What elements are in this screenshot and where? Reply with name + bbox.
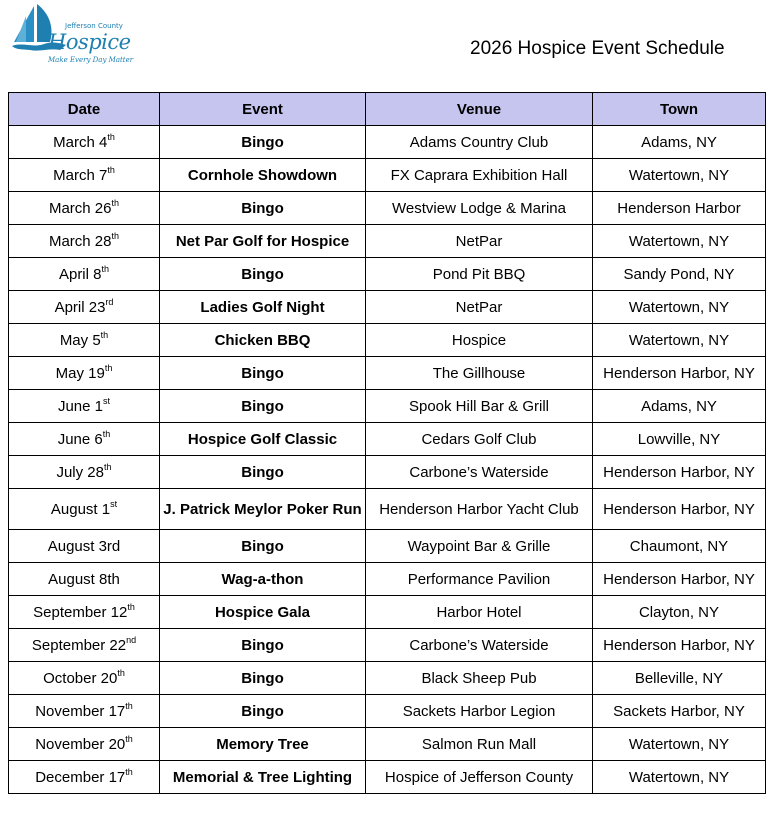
hospice-logo bbox=[10, 2, 134, 66]
table-row bbox=[9, 761, 766, 794]
cell-event: Bingo bbox=[160, 456, 366, 489]
date-ordinal-suffix: th bbox=[117, 667, 125, 678]
page-title: 2026 Hospice Event Schedule bbox=[470, 38, 725, 59]
cell-venue: Cedars Golf Club bbox=[366, 423, 593, 456]
cell-date bbox=[9, 629, 160, 662]
date-ordinal-suffix: th bbox=[125, 700, 133, 711]
cell-event: Bingo bbox=[160, 695, 366, 728]
cell-date bbox=[9, 695, 160, 728]
cell-venue: NetPar bbox=[366, 225, 593, 258]
table-row bbox=[9, 563, 766, 596]
table-row bbox=[9, 695, 766, 728]
cell-date bbox=[9, 357, 160, 390]
cell-venue: Adams Country Club bbox=[366, 126, 593, 159]
cell-venue: Black Sheep Pub bbox=[366, 662, 593, 695]
cell-date bbox=[9, 423, 160, 456]
cell-venue: FX Caprara Exhibition Hall bbox=[366, 159, 593, 192]
date-text: August 8th bbox=[48, 570, 120, 588]
date-ordinal-suffix: th bbox=[104, 461, 112, 472]
date-ordinal-suffix: nd bbox=[126, 634, 137, 645]
cell-venue: Pond Pit BBQ bbox=[366, 258, 593, 291]
cell-date bbox=[9, 662, 160, 695]
cell-town: Watertown, NY bbox=[593, 159, 766, 192]
cell-venue: Carbone’s Waterside bbox=[366, 456, 593, 489]
logo-tagline: Make Every Day Matter bbox=[48, 56, 134, 64]
date-text: June 1 bbox=[57, 397, 104, 415]
cell-event: Memory Tree bbox=[160, 728, 366, 761]
cell-event: Wag-a-thon bbox=[160, 563, 366, 596]
column-header-venue: Venue bbox=[366, 93, 593, 126]
date-text: May 19 bbox=[55, 364, 105, 382]
date-ordinal-suffix: th bbox=[111, 230, 120, 241]
cell-venue: Henderson Harbor Yacht Club bbox=[366, 489, 593, 530]
cell-town: Clayton, NY bbox=[593, 596, 766, 629]
cell-town: Lowville, NY bbox=[593, 423, 766, 456]
table-row bbox=[9, 596, 766, 629]
date-ordinal-suffix: th bbox=[127, 601, 135, 612]
date-text: August 1 bbox=[50, 500, 111, 518]
cell-date bbox=[9, 456, 160, 489]
table-row bbox=[9, 390, 766, 423]
cell-event: Bingo bbox=[160, 530, 366, 563]
cell-event: Cornhole Showdown bbox=[160, 159, 366, 192]
event-schedule-table bbox=[8, 92, 766, 794]
date-ordinal-suffix: rd bbox=[105, 296, 114, 307]
table-row bbox=[9, 530, 766, 563]
date-ordinal-suffix: th bbox=[107, 131, 115, 142]
date-text: March 4 bbox=[53, 133, 108, 151]
column-header-town: Town bbox=[593, 93, 766, 126]
cell-event: Bingo bbox=[160, 629, 366, 662]
cell-venue: Salmon Run Mall bbox=[366, 728, 593, 761]
cell-town: Sackets Harbor, NY bbox=[593, 695, 766, 728]
cell-event: J. Patrick Meylor Poker Run bbox=[160, 489, 366, 530]
cell-town: Watertown, NY bbox=[593, 728, 766, 761]
cell-event: Bingo bbox=[160, 390, 366, 423]
date-text: May 5 bbox=[59, 331, 101, 349]
cell-venue: Harbor Hotel bbox=[366, 596, 593, 629]
table-row bbox=[9, 126, 766, 159]
date-text: September 12 bbox=[33, 603, 128, 621]
date-text: July 28 bbox=[56, 463, 104, 481]
date-ordinal-suffix: th bbox=[125, 766, 133, 777]
date-text: October 20 bbox=[43, 669, 118, 687]
date-ordinal-suffix: th bbox=[100, 329, 109, 340]
cell-event: Bingo bbox=[160, 258, 366, 291]
date-ordinal-suffix: th bbox=[107, 164, 115, 175]
cell-event: Bingo bbox=[160, 662, 366, 695]
date-text: April 8 bbox=[58, 265, 102, 283]
table-row bbox=[9, 456, 766, 489]
cell-date bbox=[9, 192, 160, 225]
cell-venue: Westview Lodge & Marina bbox=[366, 192, 593, 225]
cell-town: Henderson Harbor, NY bbox=[593, 489, 766, 530]
cell-venue: Waypoint Bar & Grille bbox=[366, 530, 593, 563]
cell-venue: Hospice bbox=[366, 324, 593, 357]
date-ordinal-suffix: th bbox=[104, 362, 113, 373]
date-text: November 20 bbox=[35, 735, 126, 753]
cell-town: Henderson Harbor, NY bbox=[593, 629, 766, 662]
cell-town: Watertown, NY bbox=[593, 225, 766, 258]
table-row bbox=[9, 192, 766, 225]
table-row bbox=[9, 324, 766, 357]
column-header-event: Event bbox=[160, 93, 366, 126]
date-text: August 3rd bbox=[47, 537, 121, 555]
date-text: March 26 bbox=[48, 199, 112, 217]
cell-venue: Carbone’s Waterside bbox=[366, 629, 593, 662]
cell-town: Belleville, NY bbox=[593, 662, 766, 695]
table-row bbox=[9, 258, 766, 291]
date-text: April 23 bbox=[54, 298, 106, 316]
cell-date bbox=[9, 596, 160, 629]
cell-town: Watertown, NY bbox=[593, 324, 766, 357]
date-text: September 22 bbox=[31, 636, 127, 654]
cell-town: Henderson Harbor, NY bbox=[593, 456, 766, 489]
cell-event: Ladies Golf Night bbox=[160, 291, 366, 324]
table-row bbox=[9, 291, 766, 324]
cell-venue: The Gillhouse bbox=[366, 357, 593, 390]
table-row bbox=[9, 159, 766, 192]
cell-event: Chicken BBQ bbox=[160, 324, 366, 357]
cell-event: Bingo bbox=[160, 126, 366, 159]
date-text: December 17 bbox=[35, 768, 126, 786]
table-row bbox=[9, 423, 766, 456]
cell-date bbox=[9, 728, 160, 761]
cell-event: Hospice Gala bbox=[160, 596, 366, 629]
date-ordinal-suffix: th bbox=[102, 428, 111, 439]
date-text: November 17 bbox=[35, 702, 126, 720]
cell-venue: Spook Hill Bar & Grill bbox=[366, 390, 593, 423]
cell-town: Sandy Pond, NY bbox=[593, 258, 766, 291]
cell-town: Adams, NY bbox=[593, 126, 766, 159]
date-ordinal-suffix: th bbox=[101, 263, 110, 274]
cell-date bbox=[9, 324, 160, 357]
cell-date bbox=[9, 258, 160, 291]
cell-town: Henderson Harbor, NY bbox=[593, 563, 766, 596]
cell-town: Henderson Harbor bbox=[593, 192, 766, 225]
date-text: March 28 bbox=[48, 232, 112, 250]
table-row bbox=[9, 489, 766, 530]
logo-county-text: Jefferson County bbox=[65, 22, 123, 30]
table-row bbox=[9, 225, 766, 258]
date-ordinal-suffix: st bbox=[103, 395, 111, 406]
cell-date bbox=[9, 563, 160, 596]
cell-date bbox=[9, 225, 160, 258]
date-text: June 6 bbox=[57, 430, 103, 448]
cell-date bbox=[9, 159, 160, 192]
cell-event: Memorial & Tree Lighting bbox=[160, 761, 366, 794]
cell-date bbox=[9, 761, 160, 794]
table-header-row bbox=[9, 93, 766, 126]
cell-event: Bingo bbox=[160, 192, 366, 225]
date-ordinal-suffix: st bbox=[110, 498, 118, 509]
cell-venue: Performance Pavilion bbox=[366, 563, 593, 596]
cell-venue: NetPar bbox=[366, 291, 593, 324]
cell-town: Chaumont, NY bbox=[593, 530, 766, 563]
cell-town: Watertown, NY bbox=[593, 291, 766, 324]
table-row bbox=[9, 728, 766, 761]
cell-town: Watertown, NY bbox=[593, 761, 766, 794]
cell-event: Bingo bbox=[160, 357, 366, 390]
date-ordinal-suffix: th bbox=[111, 197, 120, 208]
cell-date bbox=[9, 489, 160, 530]
cell-event: Net Par Golf for Hospice bbox=[160, 225, 366, 258]
date-text: March 7 bbox=[53, 166, 108, 184]
cell-date bbox=[9, 530, 160, 563]
logo-wordmark: Hospice bbox=[48, 30, 131, 54]
cell-date bbox=[9, 126, 160, 159]
date-ordinal-suffix: th bbox=[125, 733, 133, 744]
table-row bbox=[9, 357, 766, 390]
cell-date bbox=[9, 291, 160, 324]
cell-date bbox=[9, 390, 160, 423]
cell-town: Adams, NY bbox=[593, 390, 766, 423]
table-row bbox=[9, 662, 766, 695]
cell-town: Henderson Harbor, NY bbox=[593, 357, 766, 390]
cell-venue: Hospice of Jefferson County bbox=[366, 761, 593, 794]
column-header-date: Date bbox=[9, 93, 160, 126]
table-body bbox=[9, 126, 766, 794]
cell-event: Hospice Golf Classic bbox=[160, 423, 366, 456]
cell-venue: Sackets Harbor Legion bbox=[366, 695, 593, 728]
table-row bbox=[9, 629, 766, 662]
